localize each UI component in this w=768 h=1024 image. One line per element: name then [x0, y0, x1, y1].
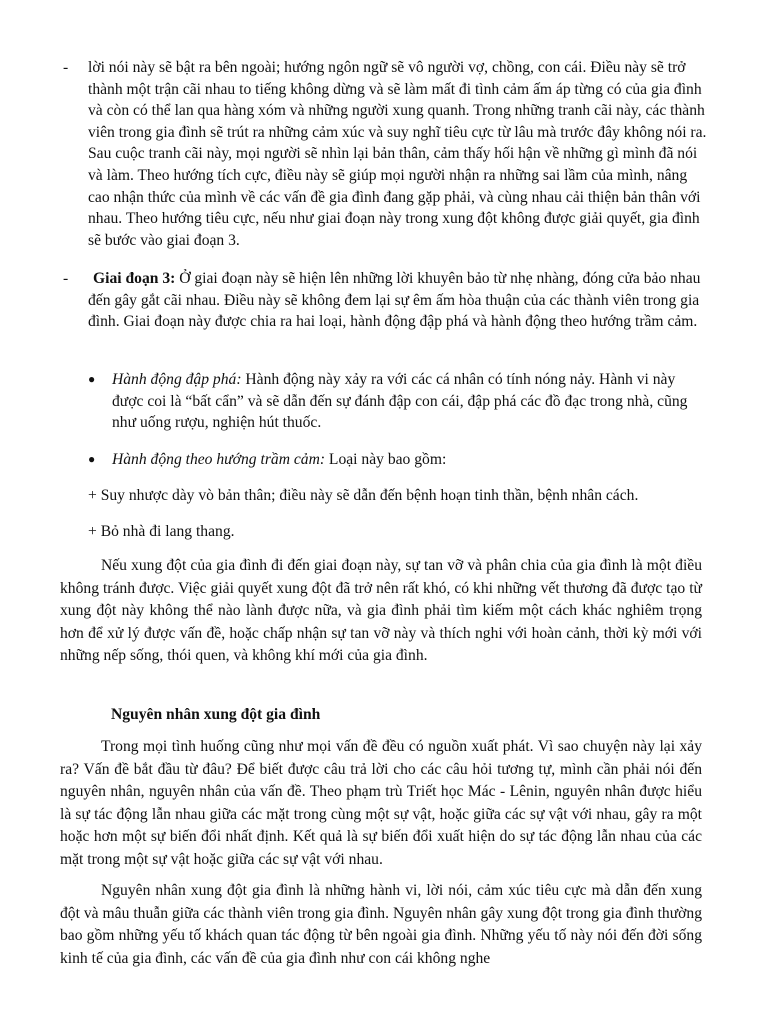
bullet-label: Hành động theo hướng trầm cảm:: [112, 451, 326, 468]
section-heading: Nguyên nhân xung đột gia đình: [111, 706, 321, 723]
bullet-icon: ●: [88, 452, 96, 466]
stage3-label: Giai đoạn 3:: [93, 270, 176, 287]
plus-item-wander: + Bỏ nhà đi lang thang.: [88, 523, 235, 540]
list-item-text: Ở giai đoạn này sẽ hiện lên những lời khuyên bảo từ nhẹ nhàng, đóng cửa bảo nhau đến gây gắt cãi nhau. Điều này sẽ không đem lại sự êm ấm hòa thuận của các thành viên trong gia đình. Giai đoạn này được chia ra hai loại, hành động đập phá và hành động theo hướng trầm cảm.: [88, 270, 701, 331]
list-item-text: lời nói này sẽ bật ra bên ngoài; hướng ngôn ngữ sẽ vô người vợ, chồng, con cái. Điều này sẽ trở thành một trận cãi nhau to tiếng không dừng và sẽ làm mất đi tình cảm ấm áp từng có của gia đình và còn có thể lan qua hàng xóm và những người xung quanh. Trong những tranh cãi này, các thành viên trong gia đình sẽ trút ra những cảm xúc và suy nghĩ tiêu cực từ lâu mà trước đây không nói ra. Sau cuộc tranh cãi này, mọi người sẽ nhìn lại bản thân, cảm thấy hối hận về những gì mình đã nói và làm. Theo hướng tích cực, điều này sẽ giúp mọi người nhận ra những sai lầm của mình, nâng cao nhận thức của mình về các vấn đề gia đình đang gặp phải, và cùng nhau cải thiện bản thân với nhau. Theo hướng tiêu cực, nếu như giai đoạn này trong xung đột không được giải quyết, gia đình sẽ bước vào giai đoạn 3.: [88, 59, 707, 249]
bullet-icon: ●: [88, 372, 96, 386]
bullet-item-destructive-action: [88, 369, 708, 434]
dash-marker: -: [63, 59, 69, 76]
plus-item-self-torment: + Suy nhược dày vò bản thân; điều này sẽ dẫn đến bệnh hoạn tinh thần, bệnh nhân cách.: [88, 487, 639, 504]
bullet-item-depressive-action: [88, 449, 708, 471]
paragraph-cause-definition: Trong mọi tình huống cũng như mọi vấn đề đều có nguồn xuất phát. Vì sao chuyện này lại xảy ra? Vấn đề bắt đầu từ đâu? Để biết được câu trả lời cho các câu hỏi tương tự, mình cần phải nói đến nguyên nhân, nguyên nhân của vấn đề. Theo phạm trù Triết học Mác - Lênin, nguyên nhân được hiểu là sự tác động lẫn nhau giữa các mặt trong cùng một sự vật, hoặc giữa các sự vật với nhau, gây ra một hoặc hơn một sự biến đổi nhất định. Kết quả là sự biến đổi xuất hiện do sự tác động lẫn nhau của các mặt trong một sự vật hoặc giữa các sự vật với nhau.: [60, 738, 702, 868]
paragraph-consequence: Nếu xung đột của gia đình đi đến giai đoạn này, sự tan vỡ và phân chia của gia đình là một điều không tránh được. Việc giải quyết xung đột đã trở nên rất khó, có khi những vết thương đã được tạo từ xung đột này không thể nào lành được nữa, và gia đình phải tìm kiếm một cách khác nghiêm trọng hơn để xử lý được vấn đề, hoặc chấp nhận sự tan vỡ này và thích nghi với hoàn cảnh, thời kỳ mới với những nếp sống, thói quen, và không khí mới của gia đình.: [60, 557, 702, 665]
bullet-text: Loại này bao gồm:: [325, 451, 447, 468]
dash-list-item-stage3: [63, 268, 708, 333]
dash-list-item-stage2-continued: [63, 57, 708, 251]
bullet-label: Hành động đập phá:: [112, 371, 242, 388]
bullet-text: Hành động này xảy ra với các cá nhân có tính nóng nảy. Hành vi này được coi là “bất cẩn” và sẽ dẫn đến sự đánh đập con cái, đập phá các đồ đạc trong nhà, cũng như uống rượu, nghiện hút thuốc.: [112, 371, 688, 432]
dash-marker: -: [63, 270, 69, 287]
paragraph-family-conflict-cause: Nguyên nhân xung đột gia đình là những hành vi, lời nói, cảm xúc tiêu cực mà dẫn đến xung đột và mâu thuẫn giữa các thành viên trong gia đình. Nguyên nhân gây xung đột trong gia đình thường bao gồm những yếu tố khách quan tác động từ bên ngoài gia đình. Những yếu tố này nói đến đời sống kinh tế của gia đình, các vấn đề của gia đình như con cái không nghe: [60, 882, 702, 967]
